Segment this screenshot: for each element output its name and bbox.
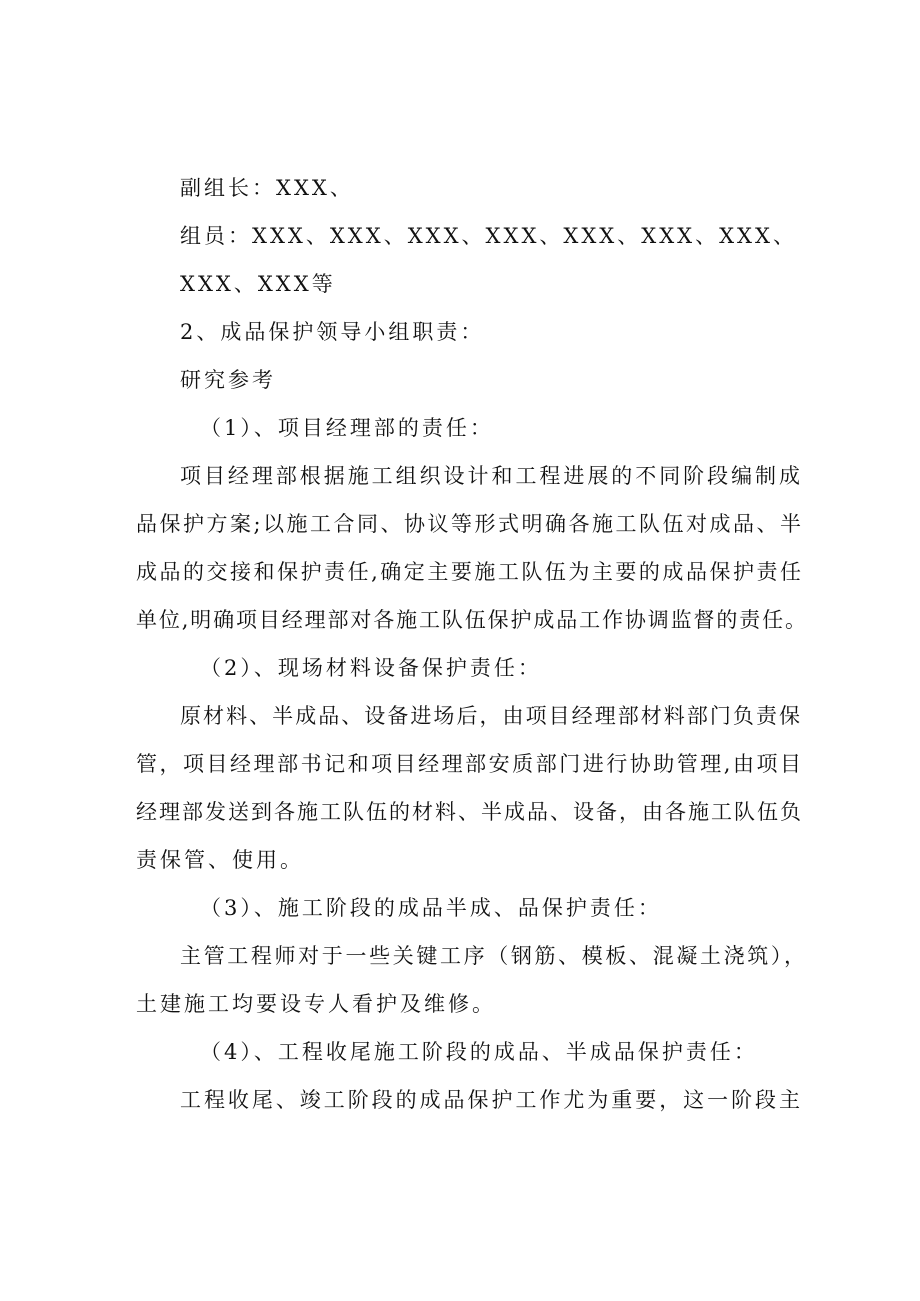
section-heading: 2、成品保护领导小组职责： bbox=[180, 320, 485, 344]
research-reference-line: 研究参考 bbox=[180, 368, 276, 392]
members-continued-line: XXX、XXX等 bbox=[180, 272, 336, 296]
paragraph-line: 工程收尾、竣工阶段的成品保护工作尤为重要，这一阶段主 bbox=[180, 1088, 800, 1112]
subsection-heading-1: （1）、项目经理部的责任： bbox=[200, 416, 494, 440]
deputy-leader-line: 副组长：XXX、 bbox=[180, 176, 354, 200]
subsection-heading-3: （3）、施工阶段的成品半成、品保护责任： bbox=[200, 896, 662, 920]
subsection-heading-2: （2）、现场材料设备保护责任： bbox=[200, 656, 542, 680]
paragraph-line: 单位,明确项目经理部对各施工队伍保护成品工作协调监督的责任。 bbox=[136, 608, 806, 632]
paragraph-line: 责保管、使用。 bbox=[136, 848, 304, 872]
paragraph-line: 原材料、半成品、设备进场后，由项目经理部材料部门负责保 bbox=[180, 704, 800, 728]
paragraph-line: 主管工程师对于一些关键工序（钢筋、模板、混凝土浇筑）， bbox=[180, 944, 805, 968]
paragraph-line: 经理部发送到各施工队伍的材料、半成品、设备，由各施工队伍负 bbox=[136, 800, 801, 824]
paragraph-line: 管，项目经理部书记和项目经理部安质部门进行协助管理,由项目 bbox=[136, 752, 801, 776]
paragraph-line: 品保护方案;以施工合同、协议等形式明确各施工队伍对成品、半 bbox=[136, 512, 801, 536]
paragraph-line: 成品的交接和保护责任,确定主要施工队伍为主要的成品保护责任 bbox=[136, 560, 801, 584]
subsection-heading-4: （4）、工程收尾施工阶段的成品、半成品保护责任： bbox=[200, 1040, 758, 1064]
paragraph-line: 土建施工均要设专人看护及维修。 bbox=[136, 992, 496, 1016]
members-line: 组员：XXX、XXX、XXX、XXX、XXX、XXX、XXX、 bbox=[180, 224, 797, 248]
paragraph-line: 项目经理部根据施工组织设计和工程进展的不同阶段编制成 bbox=[180, 464, 800, 488]
